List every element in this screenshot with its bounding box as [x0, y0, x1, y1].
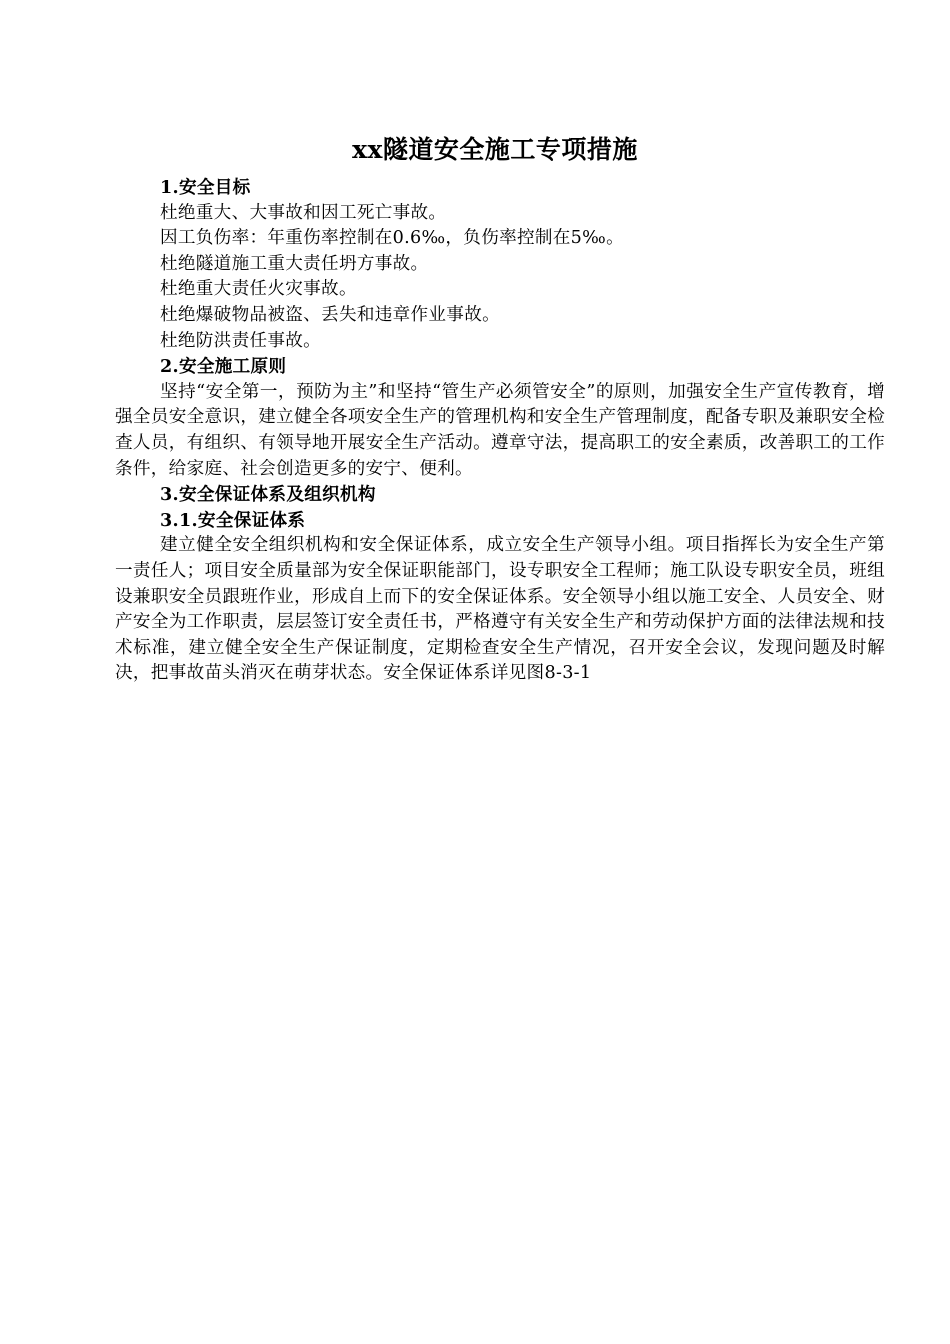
section-3-1-heading: 3.1.安全保证体系 — [160, 509, 306, 531]
goal-item: 杜绝爆破物品被盗、丢失和违章作业事故。 — [160, 304, 500, 325]
section-3-heading: 3.安全保证体系及组织机构 — [160, 484, 376, 506]
document-title: xx隧道安全施工专项措施 — [352, 135, 638, 164]
section-2-paragraph: 坚持“安全第一，预防为主”和坚持“管生产必须管安全”的原则，加强安全生产宣传教育，增强全员安全意识，建立健全各项安全生产的管理机构和安全生产管理制度，配备专职及兼职安全检查人员，有组织、有领导地开展安全生产活动。遵章守法，提高职工的安全素质，改善职工的工作条件，给家庭、社会创造更多的安宁、便利。 — [115, 381, 885, 479]
section-3-1-paragraph: 建立健全安全组织机构和安全保证体系，成立安全生产领导小组。项目指挥长为安全生产第一责任人；项目安全质量部为安全保证职能部门，设专职安全工程师；施工队设专职安全员，班组设兼职安全员跟班作业，形成自上而下的安全保证体系。安全领导小组以施工安全、人员安全、财产安全为工作职责，层层签订安全责任书，严格遵守有关安全生产和劳动保护方面的法律法规和技术标准，建立健全安全生产保证制度，定期检查安全生产情况，召开安全会议，发现问题及时解决，把事故苗头消灭在萌芽状态。安全保证体系详见图8-3-1 — [115, 535, 885, 684]
goal-item: 杜绝隧道施工重大责任坍方事故。 — [160, 253, 429, 274]
goal-item: 杜绝防洪责任事故。 — [160, 330, 322, 351]
goal-item: 杜绝重大责任火灾事故。 — [160, 279, 357, 300]
goal-item: 因工负伤率：年重伤率控制在0.6‰，负伤率控制在5‰。 — [160, 228, 624, 249]
section-1-heading: 1.安全目标 — [160, 177, 251, 198]
document-body — [115, 175, 885, 687]
goal-item: 杜绝重大、大事故和因工死亡事故。 — [160, 202, 447, 223]
section-2-heading: 2.安全施工原则 — [160, 356, 287, 378]
